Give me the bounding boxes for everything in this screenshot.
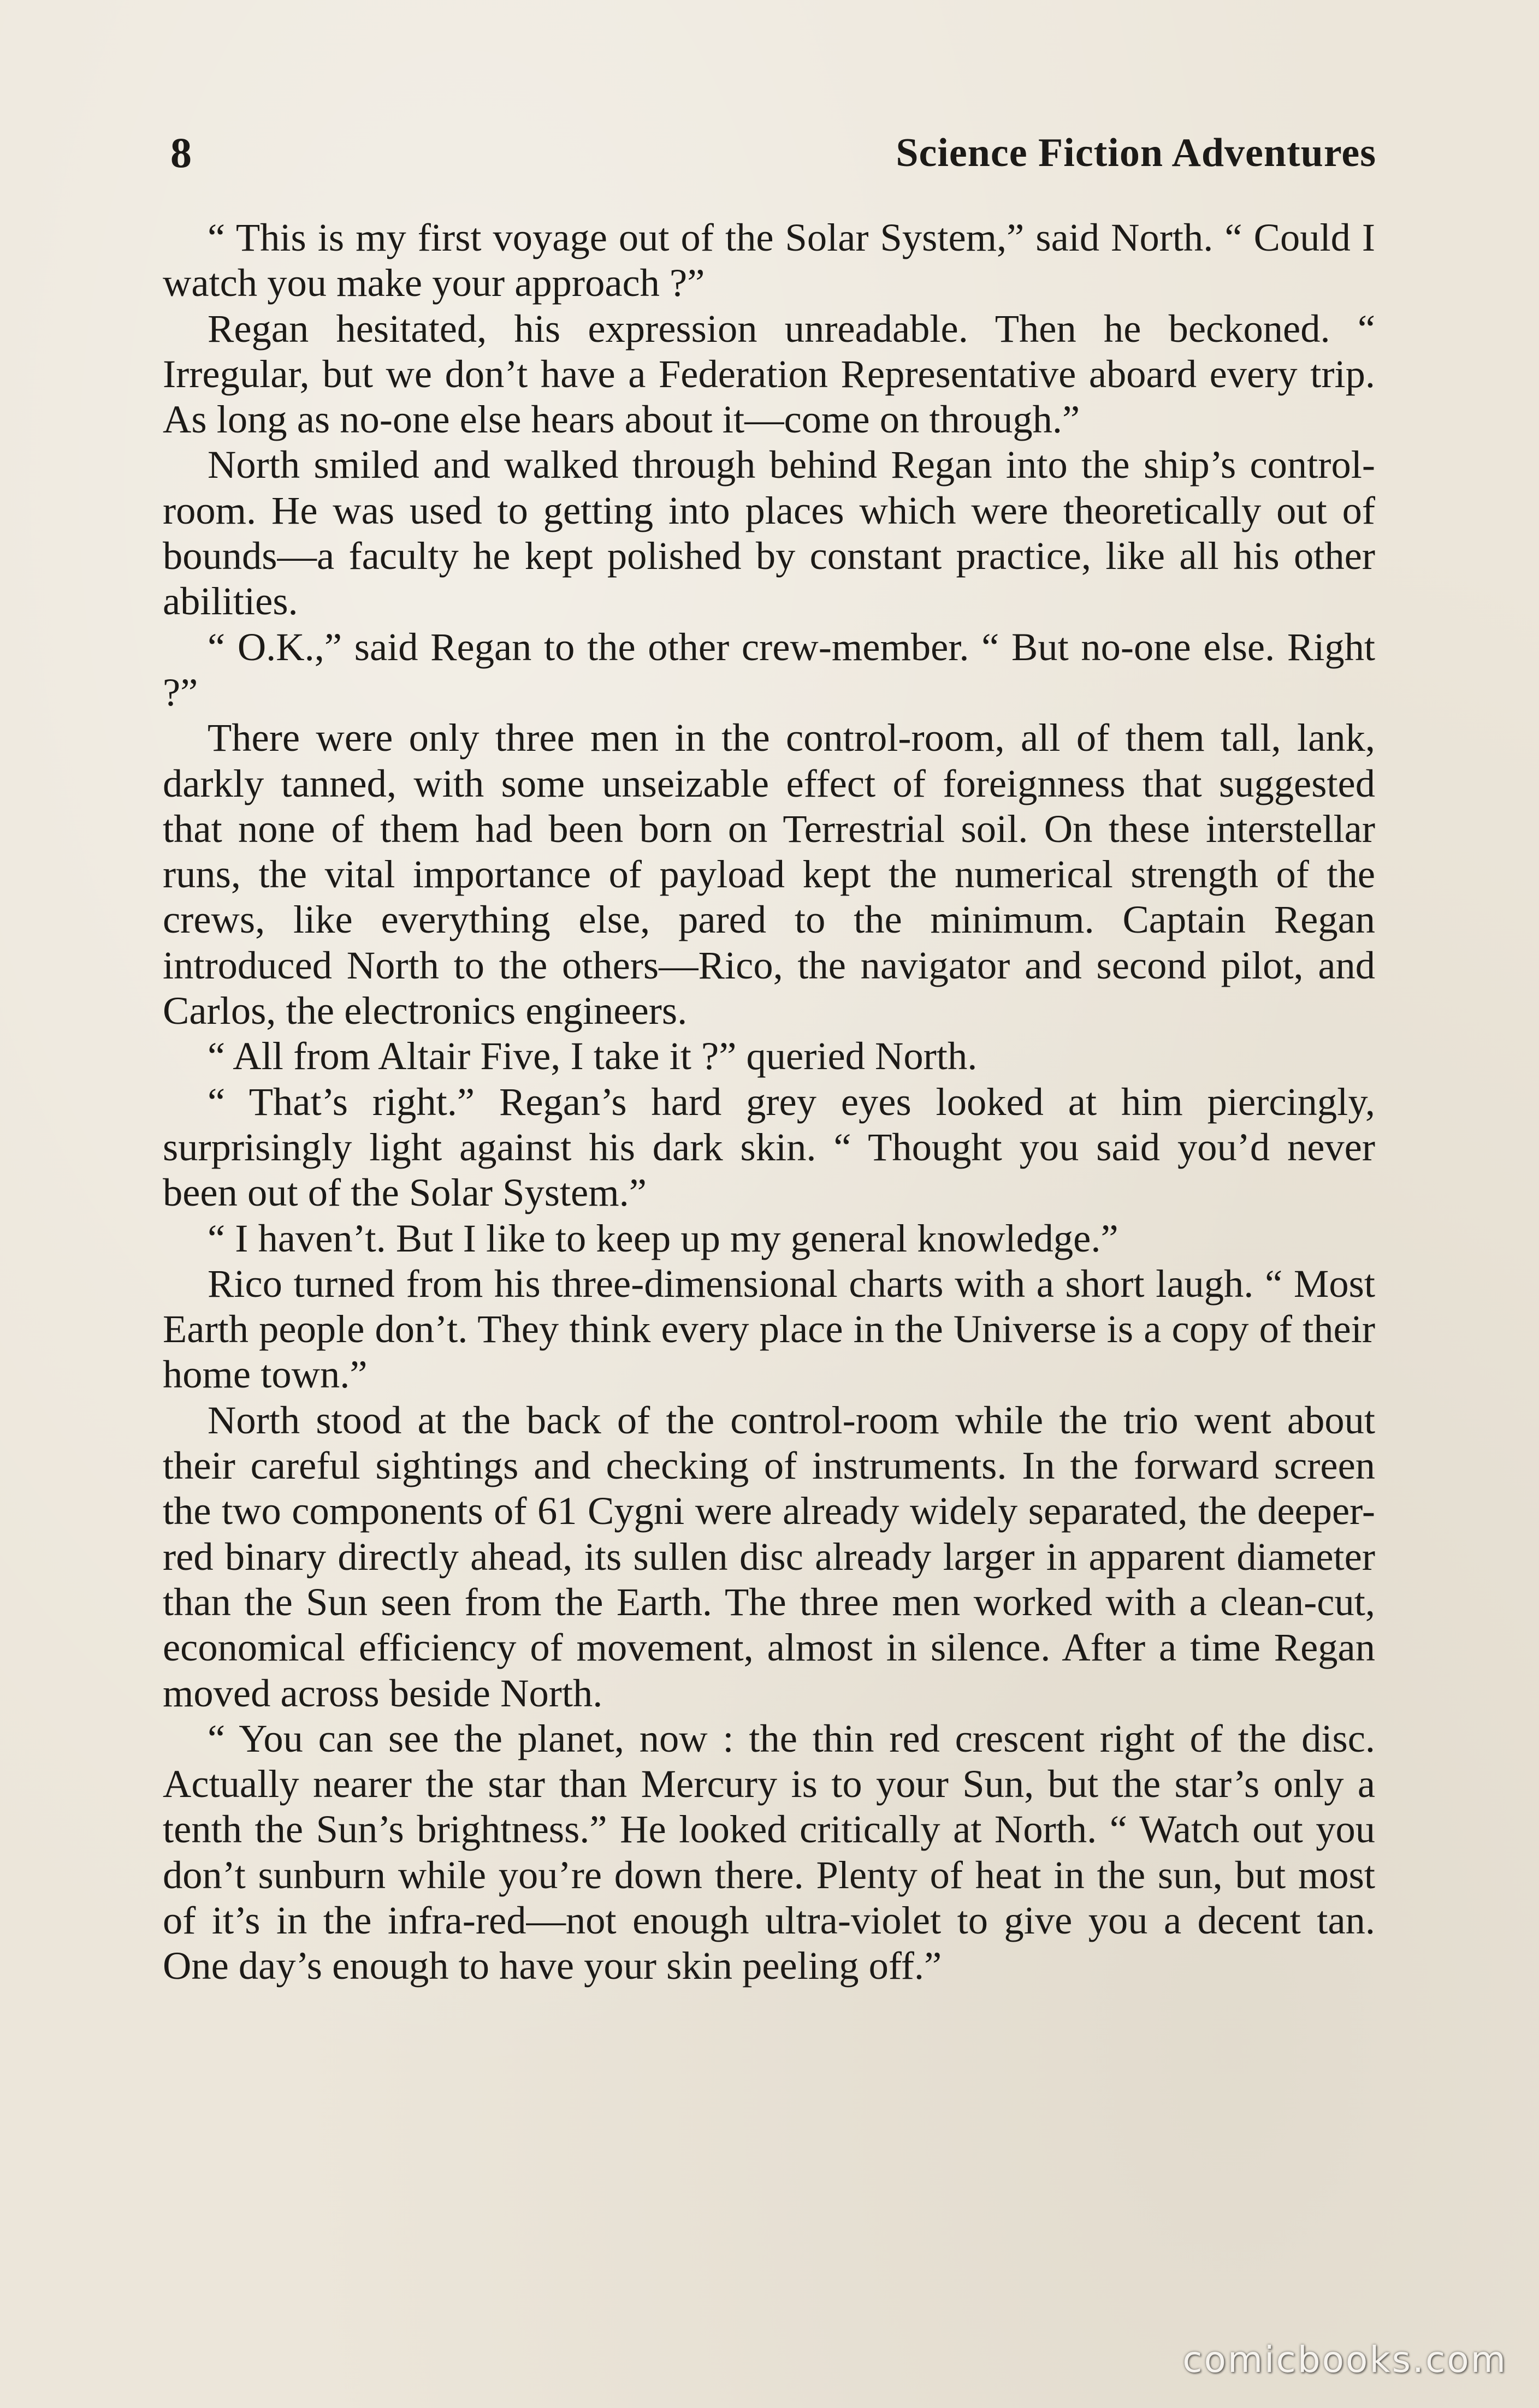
paragraph: “ All from Altair Five, I take it ?” queried North.: [208, 1034, 978, 1078]
watermark: comicbooks.com: [1182, 2339, 1507, 2381]
paragraph: “ That’s right.” Regan’s hard grey eyes looked at him piercingly, surprisingly light against his dark skin. “ Thought you said you’d never been out of the Solar System.”: [163, 1079, 1375, 1215]
paragraph: North stood at the back of the control-room while the trio went about their careful sightings and checking of instruments. In the forward screen the two components of 61 Cygni were already widely separated, the deeper-red binary directly ahead, its sullen disc already larger in apparent diameter than the Sun seen from the Earth. The three men worked with a clean-cut, economical efficiency of movement, almost in silence. After a time Regan moved across beside North.: [163, 1397, 1375, 1715]
paragraph: There were only three men in the control-room, all of them tall, lank, darkly tanned, with some unseizable effect of foreignness that suggested that none of them had been born on Terrestrial soil. On these interstellar runs, the vital importance of payload kept the numerical strength of the crews, like everything else, pared to the minimum. Captain Regan introduced North to the others—Rico, the navigator and second pilot, and Carlos, the electronics engineers.: [163, 715, 1375, 1033]
running-title: Science Fiction Adventures: [896, 131, 1376, 175]
paragraph: Regan hesitated, his expression unreadable. Then he beckoned. “ Irregular, but we don’t have a Federation Representative aboard every trip. As long as no-one else hears about it—come on through.”: [163, 306, 1375, 442]
page-number: 8: [170, 129, 192, 176]
paragraph: North smiled and walked through behind Regan into the ship’s control-room. He was used to getting into places which were theoretically out of bounds—a faculty he kept polished by constant practice, like all his other abilities.: [163, 442, 1375, 624]
paragraph: Rico turned from his three-dimensional charts with a short laugh. “ Most Earth people don’t. They think every place in the Universe is a copy of their home town.”: [163, 1261, 1375, 1397]
paragraph: “ This is my first voyage out of the Solar System,” said North. “ Could I watch you make your approach ?”: [163, 215, 1375, 305]
page-header: [170, 123, 1376, 183]
paragraph: “ O.K.,” said Regan to the other crew-member. “ But no-one else. Right ?”: [163, 624, 1375, 714]
paragraph: “ I haven’t. But I like to keep up my general knowledge.”: [208, 1215, 1118, 1260]
story-text: [163, 215, 1375, 1989]
paragraph: “ You can see the planet, now : the thin red crescent right of the disc. Actually nearer the star than Mercury is to your Sun, but the star’s only a tenth the Sun’s brightness.” He looked critically at North. “ Watch out you don’t sunburn while you’re down there. Plenty of heat in the sun, but most of it’s in the infra-red—not enough ultra-violet to give you a decent tan. One day’s enough to have your skin peeling off.”: [163, 1716, 1375, 1988]
